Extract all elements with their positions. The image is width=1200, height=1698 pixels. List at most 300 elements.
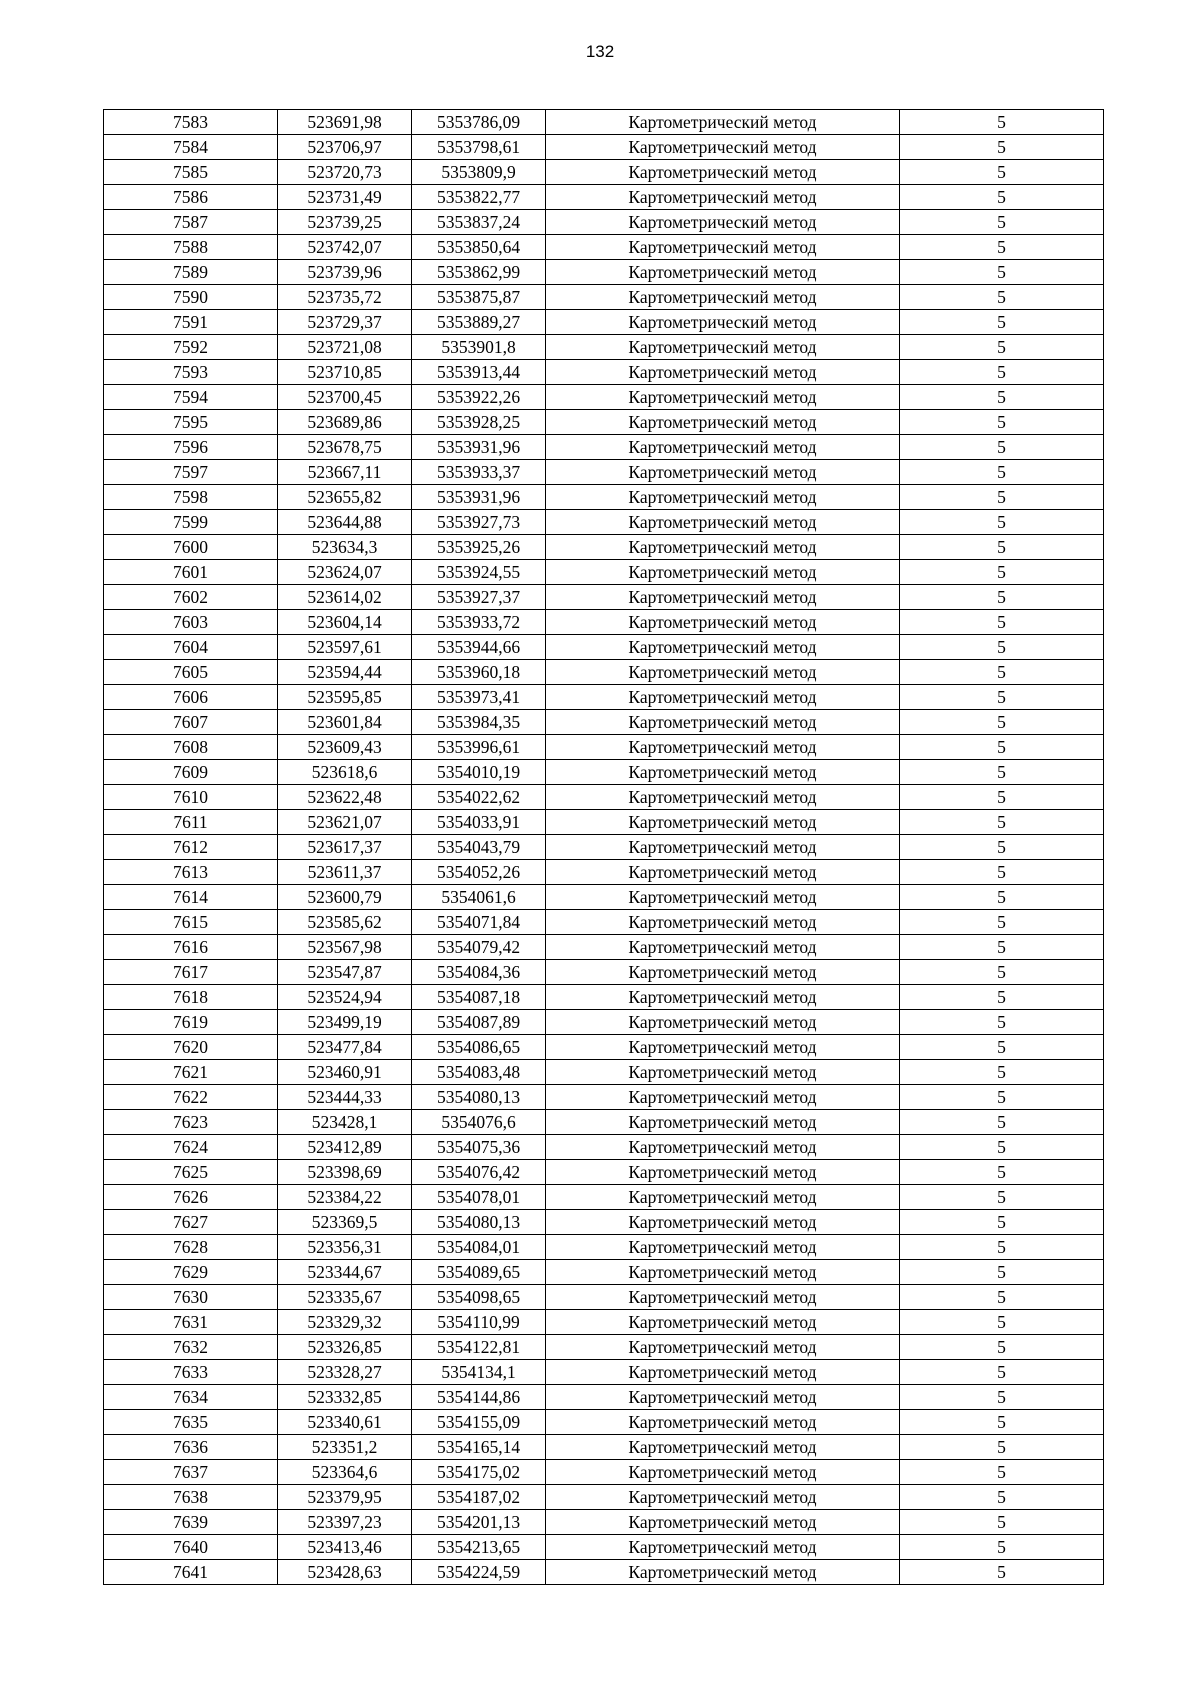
x-coordinate-cell: 523700,45 — [278, 385, 412, 410]
x-coordinate-cell: 523720,73 — [278, 160, 412, 185]
table-row — [104, 585, 1104, 610]
table-row — [104, 835, 1104, 860]
x-coordinate-cell: 523567,98 — [278, 935, 412, 960]
accuracy-cell: 5 — [900, 385, 1104, 410]
page-number: 132 — [585, 42, 615, 61]
accuracy-cell: 5 — [900, 1385, 1104, 1410]
y-coordinate-cell: 5353889,27 — [412, 310, 546, 335]
table-row — [104, 935, 1104, 960]
accuracy-cell: 5 — [900, 935, 1104, 960]
method-cell: Картометрический метод — [546, 1135, 900, 1160]
point-number-cell: 7607 — [104, 710, 278, 735]
method-cell: Картометрический метод — [546, 1210, 900, 1235]
accuracy-cell: 5 — [900, 110, 1104, 135]
point-number-cell: 7615 — [104, 910, 278, 935]
method-cell: Картометрический метод — [546, 1060, 900, 1085]
y-coordinate-cell: 5354089,65 — [412, 1260, 546, 1285]
method-cell: Картометрический метод — [546, 560, 900, 585]
accuracy-cell: 5 — [900, 285, 1104, 310]
accuracy-cell: 5 — [900, 1560, 1104, 1585]
x-coordinate-cell: 523735,72 — [278, 285, 412, 310]
point-number-cell: 7596 — [104, 435, 278, 460]
accuracy-cell: 5 — [900, 1485, 1104, 1510]
method-cell: Картометрический метод — [546, 735, 900, 760]
y-coordinate-cell: 5354144,86 — [412, 1385, 546, 1410]
accuracy-cell: 5 — [900, 1085, 1104, 1110]
x-coordinate-cell: 523332,85 — [278, 1385, 412, 1410]
x-coordinate-cell: 523614,02 — [278, 585, 412, 610]
accuracy-cell: 5 — [900, 1535, 1104, 1560]
point-number-cell: 7637 — [104, 1460, 278, 1485]
y-coordinate-cell: 5354076,42 — [412, 1160, 546, 1185]
table-row — [104, 885, 1104, 910]
accuracy-cell: 5 — [900, 710, 1104, 735]
x-coordinate-cell: 523356,31 — [278, 1235, 412, 1260]
y-coordinate-cell: 5354076,6 — [412, 1110, 546, 1135]
method-cell: Картометрический метод — [546, 160, 900, 185]
method-cell: Картометрический метод — [546, 660, 900, 685]
table-row — [104, 660, 1104, 685]
method-cell: Картометрический метод — [546, 1410, 900, 1435]
x-coordinate-cell: 523524,94 — [278, 985, 412, 1010]
x-coordinate-cell: 523594,44 — [278, 660, 412, 685]
table-row — [104, 1560, 1104, 1585]
table-row — [104, 1135, 1104, 1160]
point-number-cell: 7589 — [104, 260, 278, 285]
accuracy-cell: 5 — [900, 310, 1104, 335]
method-cell: Картометрический метод — [546, 1035, 900, 1060]
table-row — [104, 260, 1104, 285]
method-cell: Картометрический метод — [546, 710, 900, 735]
method-cell: Картометрический метод — [546, 635, 900, 660]
method-cell: Картометрический метод — [546, 460, 900, 485]
accuracy-cell: 5 — [900, 685, 1104, 710]
point-number-cell: 7601 — [104, 560, 278, 585]
accuracy-cell: 5 — [900, 660, 1104, 685]
y-coordinate-cell: 5353933,72 — [412, 610, 546, 635]
y-coordinate-cell: 5354084,36 — [412, 960, 546, 985]
accuracy-cell: 5 — [900, 510, 1104, 535]
method-cell: Картометрический метод — [546, 1235, 900, 1260]
accuracy-cell: 5 — [900, 760, 1104, 785]
table-row — [104, 1160, 1104, 1185]
y-coordinate-cell: 5353944,66 — [412, 635, 546, 660]
table-row — [104, 1010, 1104, 1035]
accuracy-cell: 5 — [900, 535, 1104, 560]
accuracy-cell: 5 — [900, 960, 1104, 985]
y-coordinate-cell: 5354134,1 — [412, 1360, 546, 1385]
y-coordinate-cell: 5353822,77 — [412, 185, 546, 210]
method-cell: Картометрический метод — [546, 785, 900, 810]
x-coordinate-cell: 523428,1 — [278, 1110, 412, 1135]
x-coordinate-cell: 523624,07 — [278, 560, 412, 585]
y-coordinate-cell: 5353786,09 — [412, 110, 546, 135]
point-number-cell: 7612 — [104, 835, 278, 860]
point-number-cell: 7619 — [104, 1010, 278, 1035]
method-cell: Картометрический метод — [546, 860, 900, 885]
y-coordinate-cell: 5354224,59 — [412, 1560, 546, 1585]
accuracy-cell: 5 — [900, 585, 1104, 610]
method-cell: Картометрический метод — [546, 1385, 900, 1410]
method-cell: Картометрический метод — [546, 435, 900, 460]
method-cell: Картометрический метод — [546, 1335, 900, 1360]
x-coordinate-cell: 523739,25 — [278, 210, 412, 235]
x-coordinate-cell: 523739,96 — [278, 260, 412, 285]
method-cell: Картометрический метод — [546, 610, 900, 635]
table-row — [104, 610, 1104, 635]
accuracy-cell: 5 — [900, 1160, 1104, 1185]
x-coordinate-cell: 523667,11 — [278, 460, 412, 485]
y-coordinate-cell: 5354213,65 — [412, 1535, 546, 1560]
method-cell: Картометрический метод — [546, 1435, 900, 1460]
x-coordinate-cell: 523678,75 — [278, 435, 412, 460]
accuracy-cell: 5 — [900, 1185, 1104, 1210]
y-coordinate-cell: 5353862,99 — [412, 260, 546, 285]
accuracy-cell: 5 — [900, 210, 1104, 235]
point-number-cell: 7584 — [104, 135, 278, 160]
y-coordinate-cell: 5354079,42 — [412, 935, 546, 960]
x-coordinate-cell: 523611,37 — [278, 860, 412, 885]
x-coordinate-cell: 523634,3 — [278, 535, 412, 560]
point-number-cell: 7594 — [104, 385, 278, 410]
method-cell: Картометрический метод — [546, 810, 900, 835]
accuracy-cell: 5 — [900, 785, 1104, 810]
y-coordinate-cell: 5353928,25 — [412, 410, 546, 435]
accuracy-cell: 5 — [900, 1035, 1104, 1060]
table-row — [104, 910, 1104, 935]
accuracy-cell: 5 — [900, 735, 1104, 760]
method-cell: Картометрический метод — [546, 310, 900, 335]
table-row — [104, 635, 1104, 660]
method-cell: Картометрический метод — [546, 510, 900, 535]
x-coordinate-cell: 523691,98 — [278, 110, 412, 135]
accuracy-cell: 5 — [900, 235, 1104, 260]
accuracy-cell: 5 — [900, 1060, 1104, 1085]
point-number-cell: 7617 — [104, 960, 278, 985]
point-number-cell: 7633 — [104, 1360, 278, 1385]
point-number-cell: 7635 — [104, 1410, 278, 1435]
y-coordinate-cell: 5354084,01 — [412, 1235, 546, 1260]
table-row — [104, 785, 1104, 810]
table-row — [104, 560, 1104, 585]
table-row — [104, 110, 1104, 135]
x-coordinate-cell: 523340,61 — [278, 1410, 412, 1435]
point-number-cell: 7600 — [104, 535, 278, 560]
table-row — [104, 1460, 1104, 1485]
point-number-cell: 7595 — [104, 410, 278, 435]
y-coordinate-cell: 5354071,84 — [412, 910, 546, 935]
table-row — [104, 1360, 1104, 1385]
x-coordinate-cell: 523397,23 — [278, 1510, 412, 1535]
point-number-cell: 7613 — [104, 860, 278, 885]
table-row — [104, 285, 1104, 310]
method-cell: Картометрический метод — [546, 335, 900, 360]
point-number-cell: 7598 — [104, 485, 278, 510]
accuracy-cell: 5 — [900, 135, 1104, 160]
point-number-cell: 7603 — [104, 610, 278, 635]
x-coordinate-cell: 523585,62 — [278, 910, 412, 935]
x-coordinate-cell: 523706,97 — [278, 135, 412, 160]
point-number-cell: 7632 — [104, 1335, 278, 1360]
y-coordinate-cell: 5353850,64 — [412, 235, 546, 260]
x-coordinate-cell: 523384,22 — [278, 1185, 412, 1210]
x-coordinate-cell: 523379,95 — [278, 1485, 412, 1510]
table-row — [104, 1310, 1104, 1335]
x-coordinate-cell: 523622,48 — [278, 785, 412, 810]
method-cell: Картометрический метод — [546, 910, 900, 935]
point-number-cell: 7625 — [104, 1160, 278, 1185]
y-coordinate-cell: 5354083,48 — [412, 1060, 546, 1085]
table-row — [104, 1335, 1104, 1360]
point-number-cell: 7611 — [104, 810, 278, 835]
table-row — [104, 1510, 1104, 1535]
x-coordinate-cell: 523547,87 — [278, 960, 412, 985]
x-coordinate-cell: 523617,37 — [278, 835, 412, 860]
table-row — [104, 710, 1104, 735]
y-coordinate-cell: 5354086,65 — [412, 1035, 546, 1060]
y-coordinate-cell: 5353931,96 — [412, 485, 546, 510]
method-cell: Картометрический метод — [546, 185, 900, 210]
table-row — [104, 985, 1104, 1010]
accuracy-cell: 5 — [900, 1510, 1104, 1535]
table-row — [104, 1435, 1104, 1460]
accuracy-cell: 5 — [900, 1435, 1104, 1460]
y-coordinate-cell: 5354175,02 — [412, 1460, 546, 1485]
point-number-cell: 7590 — [104, 285, 278, 310]
y-coordinate-cell: 5354087,89 — [412, 1010, 546, 1035]
point-number-cell: 7628 — [104, 1235, 278, 1260]
y-coordinate-cell: 5354061,6 — [412, 885, 546, 910]
method-cell: Картометрический метод — [546, 835, 900, 860]
method-cell: Картометрический метод — [546, 585, 900, 610]
method-cell: Картометрический метод — [546, 360, 900, 385]
table-row — [104, 1385, 1104, 1410]
method-cell: Картометрический метод — [546, 1085, 900, 1110]
accuracy-cell: 5 — [900, 1010, 1104, 1035]
accuracy-cell: 5 — [900, 635, 1104, 660]
table-row — [104, 1410, 1104, 1435]
table-row — [104, 960, 1104, 985]
table-row — [104, 385, 1104, 410]
x-coordinate-cell: 523655,82 — [278, 485, 412, 510]
y-coordinate-cell: 5353927,73 — [412, 510, 546, 535]
table-row — [104, 1085, 1104, 1110]
accuracy-cell: 5 — [900, 260, 1104, 285]
y-coordinate-cell: 5354022,62 — [412, 785, 546, 810]
y-coordinate-cell: 5353927,37 — [412, 585, 546, 610]
y-coordinate-cell: 5354010,19 — [412, 760, 546, 785]
table-row — [104, 510, 1104, 535]
y-coordinate-cell: 5353960,18 — [412, 660, 546, 685]
x-coordinate-cell: 523710,85 — [278, 360, 412, 385]
table-row — [104, 235, 1104, 260]
accuracy-cell: 5 — [900, 835, 1104, 860]
table-row — [104, 1285, 1104, 1310]
y-coordinate-cell: 5353973,41 — [412, 685, 546, 710]
point-number-cell: 7622 — [104, 1085, 278, 1110]
y-coordinate-cell: 5354033,91 — [412, 810, 546, 835]
x-coordinate-cell: 523369,5 — [278, 1210, 412, 1235]
point-number-cell: 7621 — [104, 1060, 278, 1085]
table-row — [104, 760, 1104, 785]
y-coordinate-cell: 5354187,02 — [412, 1485, 546, 1510]
point-number-cell: 7640 — [104, 1535, 278, 1560]
point-number-cell: 7583 — [104, 110, 278, 135]
method-cell: Картометрический метод — [546, 1485, 900, 1510]
accuracy-cell: 5 — [900, 410, 1104, 435]
point-number-cell: 7638 — [104, 1485, 278, 1510]
table-row — [104, 310, 1104, 335]
y-coordinate-cell: 5354052,26 — [412, 860, 546, 885]
table-row — [104, 735, 1104, 760]
accuracy-cell: 5 — [900, 860, 1104, 885]
y-coordinate-cell: 5353996,61 — [412, 735, 546, 760]
point-number-cell: 7626 — [104, 1185, 278, 1210]
x-coordinate-cell: 523413,46 — [278, 1535, 412, 1560]
point-number-cell: 7586 — [104, 185, 278, 210]
method-cell: Картометрический метод — [546, 1560, 900, 1585]
accuracy-cell: 5 — [900, 560, 1104, 585]
point-number-cell: 7592 — [104, 335, 278, 360]
x-coordinate-cell: 523621,07 — [278, 810, 412, 835]
y-coordinate-cell: 5353798,61 — [412, 135, 546, 160]
accuracy-cell: 5 — [900, 1235, 1104, 1260]
method-cell: Картометрический метод — [546, 235, 900, 260]
table-row — [104, 135, 1104, 160]
point-number-cell: 7624 — [104, 1135, 278, 1160]
x-coordinate-cell: 523601,84 — [278, 710, 412, 735]
table-row — [104, 435, 1104, 460]
x-coordinate-cell: 523595,85 — [278, 685, 412, 710]
table-row — [104, 1485, 1104, 1510]
point-number-cell: 7620 — [104, 1035, 278, 1060]
y-coordinate-cell: 5354075,36 — [412, 1135, 546, 1160]
x-coordinate-cell: 523597,61 — [278, 635, 412, 660]
y-coordinate-cell: 5354080,13 — [412, 1210, 546, 1235]
point-number-cell: 7602 — [104, 585, 278, 610]
point-number-cell: 7608 — [104, 735, 278, 760]
accuracy-cell: 5 — [900, 160, 1104, 185]
table-row — [104, 1110, 1104, 1135]
method-cell: Картометрический метод — [546, 410, 900, 435]
x-coordinate-cell: 523721,08 — [278, 335, 412, 360]
point-number-cell: 7610 — [104, 785, 278, 810]
table-row — [104, 485, 1104, 510]
point-number-cell: 7599 — [104, 510, 278, 535]
method-cell: Картометрический метод — [546, 985, 900, 1010]
table-row — [104, 185, 1104, 210]
method-cell: Картометрический метод — [546, 935, 900, 960]
point-number-cell: 7606 — [104, 685, 278, 710]
table-row — [104, 1035, 1104, 1060]
method-cell: Картометрический метод — [546, 1285, 900, 1310]
table-row — [104, 210, 1104, 235]
table-row — [104, 1185, 1104, 1210]
x-coordinate-cell: 523477,84 — [278, 1035, 412, 1060]
method-cell: Картометрический метод — [546, 535, 900, 560]
x-coordinate-cell: 523329,32 — [278, 1310, 412, 1335]
method-cell: Картометрический метод — [546, 1535, 900, 1560]
point-number-cell: 7588 — [104, 235, 278, 260]
y-coordinate-cell: 5353875,87 — [412, 285, 546, 310]
x-coordinate-cell: 523609,43 — [278, 735, 412, 760]
accuracy-cell: 5 — [900, 460, 1104, 485]
x-coordinate-cell: 523335,67 — [278, 1285, 412, 1310]
accuracy-cell: 5 — [900, 810, 1104, 835]
method-cell: Картометрический метод — [546, 260, 900, 285]
method-cell: Картометрический метод — [546, 1360, 900, 1385]
y-coordinate-cell: 5353922,26 — [412, 385, 546, 410]
table-row — [104, 1535, 1104, 1560]
y-coordinate-cell: 5353901,8 — [412, 335, 546, 360]
point-number-cell: 7618 — [104, 985, 278, 1010]
y-coordinate-cell: 5354155,09 — [412, 1410, 546, 1435]
table-row — [104, 160, 1104, 185]
x-coordinate-cell: 523412,89 — [278, 1135, 412, 1160]
method-cell: Картометрический метод — [546, 885, 900, 910]
accuracy-cell: 5 — [900, 1285, 1104, 1310]
y-coordinate-cell: 5354201,13 — [412, 1510, 546, 1535]
accuracy-cell: 5 — [900, 1335, 1104, 1360]
y-coordinate-cell: 5354165,14 — [412, 1435, 546, 1460]
point-number-cell: 7634 — [104, 1385, 278, 1410]
accuracy-cell: 5 — [900, 1460, 1104, 1485]
point-number-cell: 7597 — [104, 460, 278, 485]
x-coordinate-cell: 523460,91 — [278, 1060, 412, 1085]
method-cell: Картометрический метод — [546, 760, 900, 785]
method-cell: Картометрический метод — [546, 1260, 900, 1285]
x-coordinate-cell: 523499,19 — [278, 1010, 412, 1035]
x-coordinate-cell: 523689,86 — [278, 410, 412, 435]
table-row — [104, 360, 1104, 385]
point-number-cell: 7614 — [104, 885, 278, 910]
y-coordinate-cell: 5353809,9 — [412, 160, 546, 185]
y-coordinate-cell: 5354043,79 — [412, 835, 546, 860]
method-cell: Картометрический метод — [546, 1010, 900, 1035]
x-coordinate-cell: 523326,85 — [278, 1335, 412, 1360]
accuracy-cell: 5 — [900, 1360, 1104, 1385]
point-number-cell: 7629 — [104, 1260, 278, 1285]
accuracy-cell: 5 — [900, 360, 1104, 385]
accuracy-cell: 5 — [900, 185, 1104, 210]
table-row — [104, 1260, 1104, 1285]
y-coordinate-cell: 5354098,65 — [412, 1285, 546, 1310]
table-row — [104, 1210, 1104, 1235]
y-coordinate-cell: 5353933,37 — [412, 460, 546, 485]
y-coordinate-cell: 5354078,01 — [412, 1185, 546, 1210]
y-coordinate-cell: 5353913,44 — [412, 360, 546, 385]
method-cell: Картометрический метод — [546, 1110, 900, 1135]
y-coordinate-cell: 5354110,99 — [412, 1310, 546, 1335]
method-cell: Картометрический метод — [546, 1185, 900, 1210]
x-coordinate-cell: 523328,27 — [278, 1360, 412, 1385]
method-cell: Картометрический метод — [546, 485, 900, 510]
y-coordinate-cell: 5353925,26 — [412, 535, 546, 560]
x-coordinate-cell: 523644,88 — [278, 510, 412, 535]
accuracy-cell: 5 — [900, 335, 1104, 360]
method-cell: Картометрический метод — [546, 685, 900, 710]
coordinates-table — [103, 109, 1104, 1585]
point-number-cell: 7591 — [104, 310, 278, 335]
point-number-cell: 7604 — [104, 635, 278, 660]
accuracy-cell: 5 — [900, 610, 1104, 635]
point-number-cell: 7605 — [104, 660, 278, 685]
method-cell: Картометрический метод — [546, 385, 900, 410]
table-row — [104, 335, 1104, 360]
x-coordinate-cell: 523600,79 — [278, 885, 412, 910]
point-number-cell: 7593 — [104, 360, 278, 385]
x-coordinate-cell: 523428,63 — [278, 1560, 412, 1585]
